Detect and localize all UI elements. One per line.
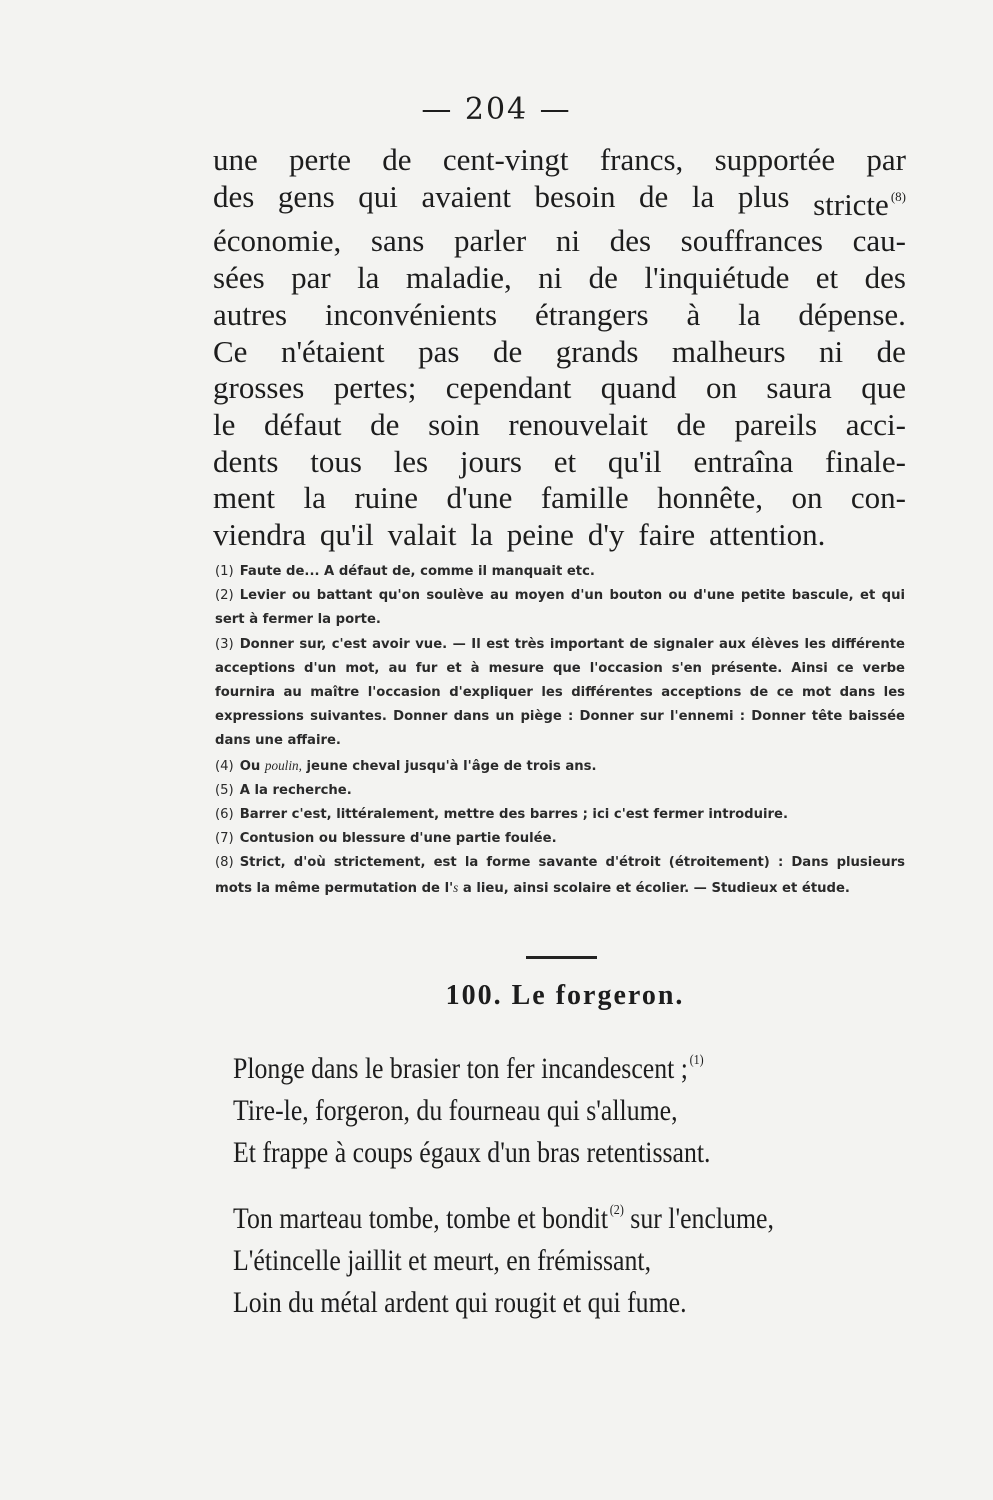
footnote-marker: (3) [215,636,234,652]
body-word: sées [213,260,265,296]
footnote-2 [215,584,905,632]
body-word: avaient [421,178,511,214]
footnote-6 [215,803,905,827]
body-word: des [864,260,906,296]
footnote-3 [215,633,905,754]
body-word: con- [850,480,906,516]
footnote-marker: (2) [215,588,234,604]
body-line [213,142,906,179]
body-line [213,260,906,297]
body-word: grands [555,333,639,369]
body-word: renouvelait [508,406,648,442]
body-word: inconvénients [324,296,498,332]
body-word: pertes; [333,370,417,406]
body-word: viendra [213,517,306,553]
body-word: qui [358,178,398,214]
body-word: des [609,223,652,259]
body-word: plus [737,178,790,214]
body-word: finale- [825,443,906,479]
body-word: grosses [213,370,305,406]
poem-line [233,1040,766,1090]
body-word: ni [819,333,844,369]
body-word: par [866,142,906,177]
body-word: cau- [852,223,906,259]
body-word: de [639,178,669,214]
footnote-8 [215,851,905,900]
footnote-text: A la recherche. [239,782,352,798]
body-word: d'y [587,517,625,553]
body-word: sans [370,223,425,259]
body-word: des [213,178,255,214]
body-word: la [470,517,493,553]
body-word: malheurs [671,333,786,369]
footnote-emphasis: s [453,879,459,895]
footnote-1 [215,560,905,584]
body-paragraph [213,142,906,554]
body-word: ni [538,260,563,296]
poem-stanza-2 [233,1190,774,1324]
body-word: acci- [845,406,906,442]
body-word: et [815,260,839,296]
body-word: ruine [354,480,419,516]
poem-title: 100. Le forgeron. [445,980,685,1011]
body-word: perte [289,142,352,177]
body-word: parler [453,223,527,259]
footnote-text: Faute de... A défaut de, comme il manquait etc. [239,564,595,579]
body-word: n'étaient [280,333,385,369]
body-word: autres [213,296,288,332]
body-word: besoin [534,178,616,214]
footnote-marker: (1) [215,564,234,579]
poem-line: Tire-le, forgeron, du fourneau qui s'allume, [233,1094,678,1127]
poem-stanza-1 [233,1040,766,1174]
footnote-emphasis: poulin, [264,757,302,773]
footnote-5 [215,779,905,803]
body-word: défaut [264,406,342,442]
body-line [213,480,906,517]
body-word: de [492,333,523,369]
body-word: et [553,443,577,479]
body-word: de [382,142,412,177]
body-word: cependant [445,370,572,406]
body-word: on [791,480,823,516]
body-word: les [393,443,429,479]
footnote-marker: (8) [215,855,234,871]
body-line [213,407,906,444]
body-word: le [213,406,236,442]
poem-line: Et frappe à coups égaux d'un bras retentissant. [233,1136,711,1169]
footnote-text: Levier ou battant qu'on soulève au moyen d'un bouton ou d'une petite bascule, et qui sert à fermer la porte. [215,588,905,628]
body-word: la [738,296,761,332]
body-word: entraîna [693,443,794,479]
body-word: stricte $^{(8)}$ [813,186,906,222]
body-line [213,444,906,481]
body-line [213,179,906,224]
body-word: on [705,370,737,406]
body-line [213,370,906,407]
body-word: la [303,480,326,516]
body-word: pareils [734,406,818,442]
body-word: maladie, [405,260,512,296]
body-word: cent-vingt [442,142,569,177]
body-word: que [861,370,906,406]
body-word: attention. [709,517,826,553]
poem-line: L'étincelle jaillit et meurt, en frémissant, [233,1244,652,1277]
body-word: quand [600,370,677,406]
note-reference: (8) [890,188,906,204]
body-word: économie, [213,223,342,259]
body-word: de [876,333,906,369]
body-word: pas [418,333,460,369]
poem-line [233,1190,774,1240]
body-word: par [291,260,331,296]
body-word: gens [277,178,335,214]
body-word: faire [638,517,696,553]
section-divider [526,956,597,959]
body-word: soin [428,406,480,442]
body-line [213,223,906,260]
body-word: honnête, [657,480,763,516]
body-word: de [370,406,400,442]
body-word: qu'il [319,517,374,553]
body-word: qu'il [607,443,662,479]
body-word: la [691,178,715,214]
footnote-4 [215,754,905,779]
footnote-text: Barrer c'est, littéralement, mettre des barres ; ici c'est fermer introduire. [239,807,788,823]
body-word: de [676,406,706,442]
body-word: valait [387,517,457,553]
body-word: francs, [599,142,684,177]
footnote-text-post: a lieu, ainsi scolaire et écolier. — Studieux et étude. [462,880,850,896]
body-word: famille [540,480,629,516]
poem-line-text: sur l'enclume, [630,1202,774,1235]
footnote-marker: (7) [215,831,234,847]
body-word: souffrances [680,223,823,259]
body-line [213,517,906,554]
body-word: de [588,260,618,296]
body-word: peine [506,517,574,553]
body-word: dépense. [798,296,906,332]
body-word: tous [310,443,362,479]
body-word: étrangers [534,296,649,332]
footnote-marker: (5) [215,782,234,798]
body-line [213,334,906,371]
footnote-text-post: jeune cheval jusqu'à l'âge de trois ans. [306,758,597,774]
body-word: à [686,296,701,332]
body-word: d'une [446,480,513,516]
footnote-text: Contusion ou blessure d'une partie foulée. [239,831,557,847]
footnotes [215,560,905,901]
note-reference: (1) [689,1053,704,1068]
body-word: saura [766,370,832,406]
body-line [213,297,906,334]
body-word: dents [213,443,279,479]
poem-line-text: Ton marteau tombe, tombe et bondit [233,1202,609,1235]
poem-line-text: Plonge dans le brasier ton fer incandescent ; [233,1052,688,1085]
footnote-text-pre: Strict, d'où strictement, est la forme savante d'étroit (étroitement) : Dans plusieurs mots la même permutation de l' [215,855,905,896]
footnote-marker: (6) [215,807,234,823]
body-word: Ce [213,333,248,369]
page-number: — 204 — [421,92,572,127]
footnote-text-pre: Ou [239,758,261,774]
body-word: l'inquiétude [644,260,790,296]
footnote-7 [215,827,905,851]
body-word: la [357,260,380,296]
body-word: ni [555,223,581,259]
note-reference: (2) [609,1203,624,1218]
poem-line: Loin du métal ardent qui rougit et qui fume. [233,1286,687,1319]
body-word: une [213,142,258,177]
footnote-text: Donner sur, c'est avoir vue. — Il est très important de signaler aux élèves les différente acceptions d'un mot, au fur et à mesure que l'occasion s'en présente. Ainsi ce verbe fournira au maître l'occasion d'expliquer les différentes acceptions de ce mot dans les expressions suivantes. Donner dans un piège : Donner sur l'ennemi : Donner tête baissée dans une affaire. [215,636,905,749]
footnote-marker: (4) [215,758,234,774]
body-word: ment [213,480,275,516]
body-word: supportée [714,142,836,177]
body-word: jours [459,443,522,479]
